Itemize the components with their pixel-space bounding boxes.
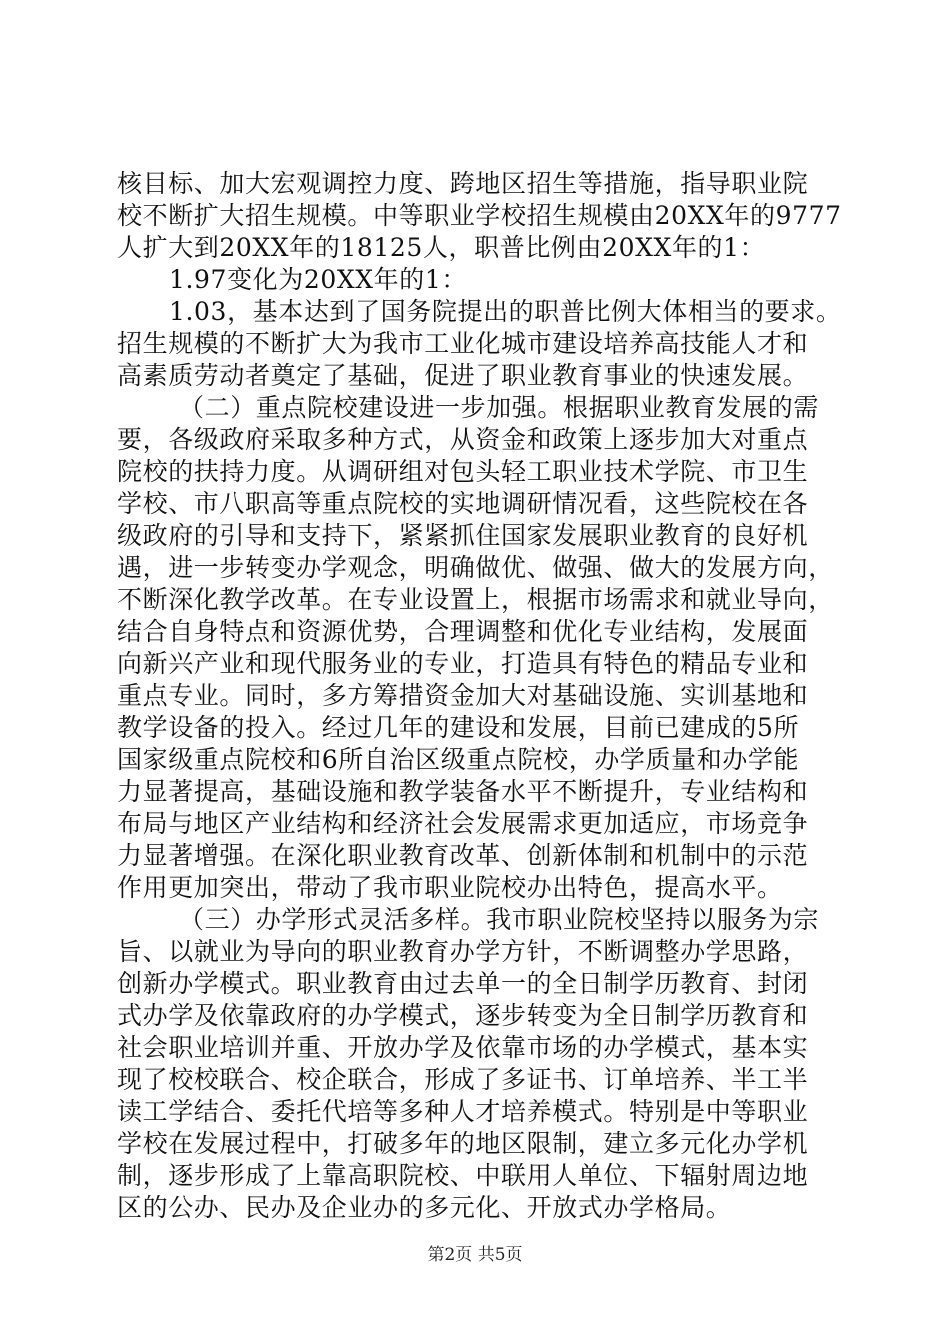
body-text: [117, 168, 842, 1224]
text-line: 力显著增强。在深化职业教育改革、创新体制和机制中的示范: [117, 841, 809, 870]
text-line: 制，逐步形成了上靠高职院校、中联用人单位、下辐射周边地: [117, 1161, 809, 1190]
text-line: 式办学及依靠政府的办学模式，逐步转变为全日制学历教育和: [117, 1001, 809, 1030]
text-line: 教学设备的投入。经过几年的建设和发展，目前已建成的5所: [117, 713, 800, 742]
text-line: 结合自身特点和资源优势，合理调整和优化专业结构，发展面: [117, 617, 809, 646]
text-line: 招生规模的不断扩大为我市工业化城市建设培养高技能人才和: [117, 329, 809, 358]
text-line: 读工学结合、委托代培等多种人才培养模式。特别是中等职业: [117, 1097, 809, 1126]
text-line: 区的公办、民办及企业办的多元化、开放式办学格局。: [117, 1193, 732, 1222]
text-line: 1.97变化为20XX年的1：: [169, 265, 467, 294]
text-line: 1.03，基本达到了国务院提出的职普比例大体相当的要求。: [169, 297, 842, 326]
text-line: 现了校校联合、校企联合，形成了多证书、订单培养、半工半: [117, 1065, 809, 1094]
text-line: 遇，进一步转变办学观念，明确做优、做强、做大的发展方向，: [117, 553, 834, 582]
text-line: 学校在发展过程中，打破多年的地区限制，建立多元化办学机: [117, 1129, 809, 1158]
text-line: 力显著提高，基础设施和教学装备水平不断提升，专业结构和: [117, 777, 809, 806]
text-line: 国家级重点院校和6所自治区级重点院校，办学质量和办学能: [117, 745, 800, 774]
text-line: 不断深化教学改革。在专业设置上，根据市场需求和就业导向，: [117, 585, 834, 614]
text-line: 创新办学模式。职业教育由过去单一的全日制学历教育、封闭: [117, 969, 809, 998]
text-line: 作用更加突出，带动了我市职业院校办出特色，提高水平。: [117, 873, 783, 902]
text-line: 社会职业培训并重、开放办学及依靠市场的办学模式，基本实: [117, 1033, 809, 1062]
text-line: 重点专业。同时，多方筹措资金加大对基础设施、实训基地和: [117, 681, 809, 710]
text-line: 旨、以就业为导向的职业教育办学方针，不断调整办学思路，: [117, 937, 809, 966]
text-line: 高素质劳动者奠定了基础，促进了职业教育事业的快速发展。: [117, 361, 809, 390]
text-line: 人扩大到20XX年的18125人，职普比例由20XX年的1：: [117, 233, 766, 262]
text-line: 要，各级政府采取多种方式，从资金和政策上逐步加大对重点: [117, 425, 809, 454]
section-heading-line: （二）重点院校建设进一步加强。根据职业教育发展的需: [179, 393, 820, 422]
text-line: 布局与地区产业结构和经济社会发展需求更加适应，市场竞争: [117, 809, 809, 838]
text-line: 学校、市八职高等重点院校的实地调研情况看，这些院校在各: [117, 489, 809, 518]
text-line: 向新兴产业和现代服务业的专业，打造具有特色的精品专业和: [117, 649, 809, 678]
section-heading-line: （三）办学形式灵活多样。我市职业院校坚持以服务为宗: [179, 905, 820, 934]
page-number-footer: 第2页 共5页: [427, 1245, 523, 1265]
text-line: 院校的扶持力度。从调研组对包头轻工职业技术学院、市卫生: [117, 457, 809, 486]
text-line: 级政府的引导和支持下，紧紧抓住国家发展职业教育的良好机: [117, 521, 809, 550]
text-line: 核目标、加大宏观调控力度、跨地区招生等措施，指导职业院: [117, 169, 809, 198]
text-line: 校不断扩大招生规模。中等职业学校招生规模由20XX年的9777: [117, 201, 842, 230]
